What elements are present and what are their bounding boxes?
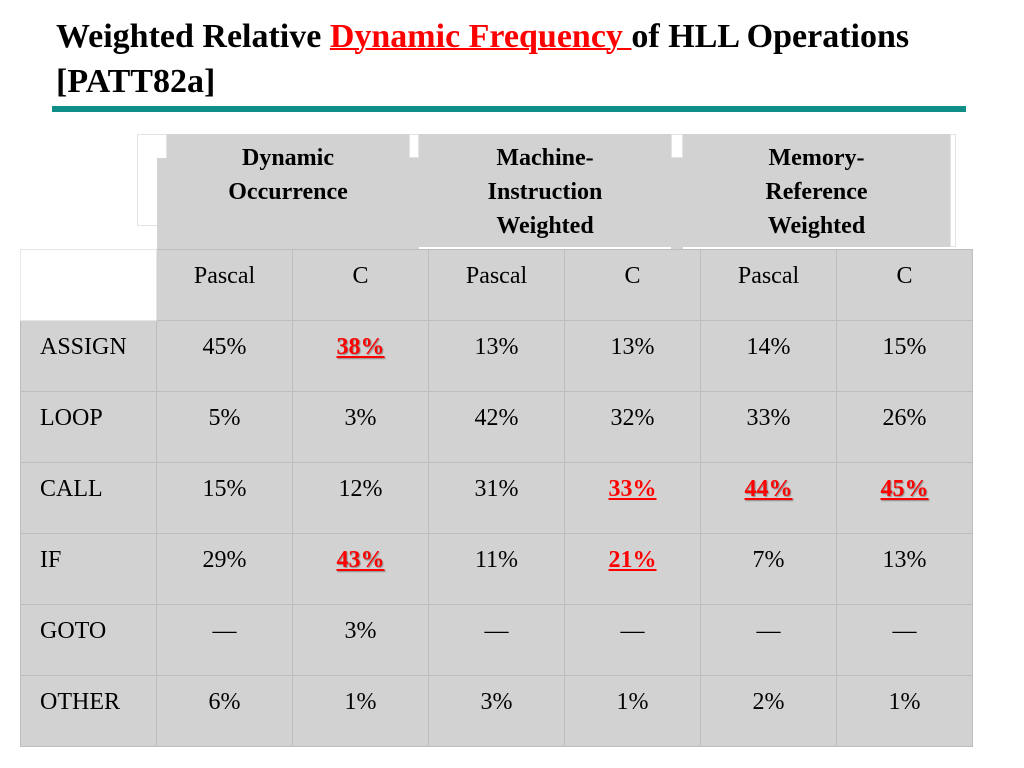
table-cell: 13% [429,321,565,392]
table-cell: 45% [157,321,293,392]
table-cell [293,321,429,392]
header-frame-gap [671,134,683,158]
title-divider [52,106,966,112]
subheader-cell: C [293,250,429,321]
title-suffix: of HLL Operations [PATT82a] [56,18,910,100]
row-label: GOTO [21,605,157,676]
table-row [21,321,973,392]
table-cell: 33% [701,392,837,463]
highlighted-value: 38% [336,334,385,360]
highlighted-value: 33% [608,476,657,502]
group-header-label: Dynamic Occurrence [228,145,348,205]
table-cell: — [837,605,973,676]
highlighted-value: 21% [608,547,657,573]
subheader-cell: Pascal [157,250,293,321]
table-cell: — [157,605,293,676]
table-cell [565,534,701,605]
row-label: LOOP [21,392,157,463]
table-cell: 32% [565,392,701,463]
table-cell: 15% [837,321,973,392]
group-header-memory-reference [683,134,950,247]
table-row [21,534,973,605]
table-cell [701,463,837,534]
table-row [21,392,973,463]
highlighted-value: 44% [744,476,793,502]
table-cell: 5% [157,392,293,463]
table-cell: 13% [565,321,701,392]
table-cell [837,463,973,534]
group-header-dynamic-occurrence [167,134,409,226]
subheader-cell: C [565,250,701,321]
table-cell: 3% [293,605,429,676]
table-cell: 6% [157,676,293,747]
group-header-filler [671,158,683,249]
table-cell: 14% [701,321,837,392]
table-cell: 1% [293,676,429,747]
corner-cell [21,250,157,321]
table-cell: — [701,605,837,676]
table-cell [565,463,701,534]
title-highlight: Dynamic Frequency [329,18,632,55]
header-frame-gap [409,134,419,158]
highlighted-value: 43% [336,547,385,573]
frequency-table [20,249,973,747]
row-label: OTHER [21,676,157,747]
table-cell: 7% [701,534,837,605]
title-prefix: Weighted Relative [56,18,330,55]
table-cell: 3% [429,676,565,747]
table-cell: 1% [837,676,973,747]
row-label-text: ASSIGN [40,334,127,360]
table-cell: 26% [837,392,973,463]
group-header-label: Memory-Reference Weighted [765,145,868,239]
table-row [21,676,973,747]
table-cell: 15% [157,463,293,534]
row-label: IF [21,534,157,605]
group-header-machine-instruction [419,134,671,247]
subheader-cell: Pascal [429,250,565,321]
group-header-filler [157,226,409,249]
table-cell: — [565,605,701,676]
group-header-filler [157,158,169,226]
row-label [21,321,157,392]
table-cell: — [429,605,565,676]
table-cell: 42% [429,392,565,463]
subheader-row [21,250,973,321]
table-cell [293,534,429,605]
table-cell: 29% [157,534,293,605]
group-header-label: Machine-Instruction Weighted [487,145,603,239]
subheader-cell: Pascal [701,250,837,321]
row-label: CALL [21,463,157,534]
table-cell: 12% [293,463,429,534]
table-cell: 31% [429,463,565,534]
table-row [21,605,973,676]
slide-title [56,14,996,104]
table-cell: 2% [701,676,837,747]
header-frame-edge [950,134,956,247]
subheader-cell: C [837,250,973,321]
table-cell: 3% [293,392,429,463]
table-row [21,463,973,534]
table-cell: 1% [565,676,701,747]
highlighted-value: 45% [880,476,929,502]
table-cell: 13% [837,534,973,605]
group-header-filler [409,158,419,249]
table-cell: 11% [429,534,565,605]
